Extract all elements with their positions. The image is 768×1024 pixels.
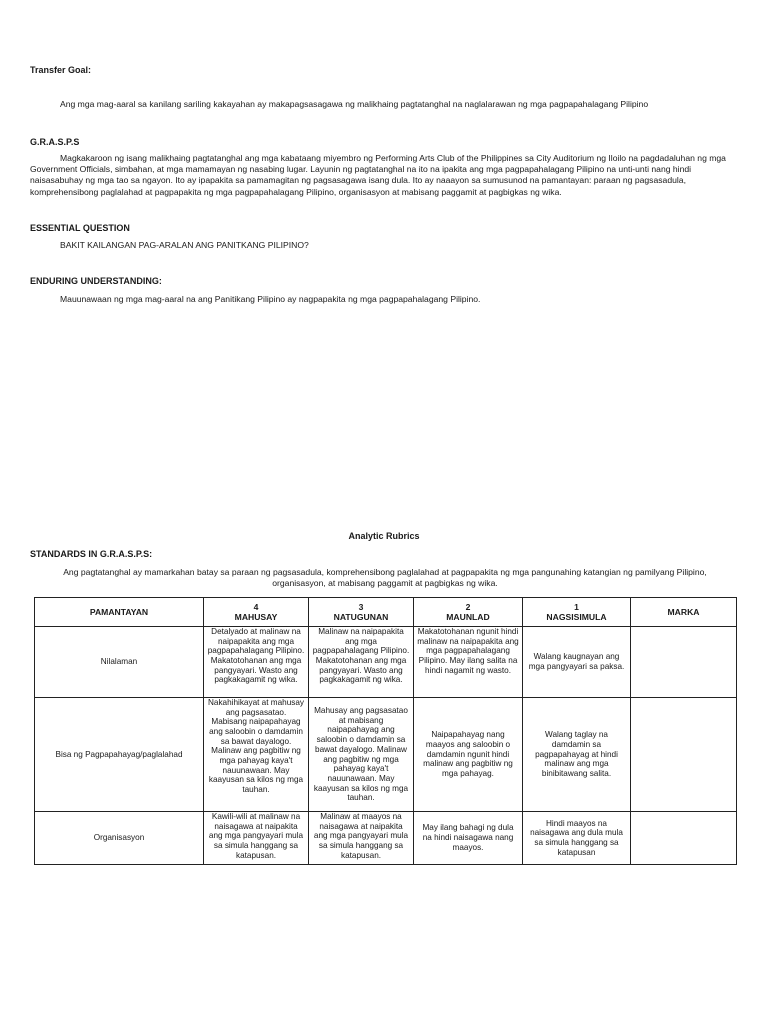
level-3-cell: Malinaw na naipapakita ang mga pagpapahalagang Pilipino. Makatotohanan ang mga pangyayari. Wasto ang pagkakagamit ng wika. [309, 627, 414, 698]
rubrics-title: Analytic Rubrics [348, 531, 420, 541]
essential-question-heading: ESSENTIAL QUESTION [30, 223, 130, 233]
level-3-cell: Mahusay ang pagsasatao at mabisang naipapahayag ang saloobin o damdamin sa bawat dayalogo. Malinaw ang pagbitiw ng mga pahayag kaya't nauunawaan. May kaayusan sa kilos ng mga tauhan. [309, 698, 414, 812]
level-3-label: NATUGUNAN [333, 612, 389, 622]
essential-question-text: BAKIT KAILANGAN PAG-ARALAN ANG PANITKANG PILIPINO? [60, 240, 309, 250]
level-4-cell: Nakahihikayat at mahusay ang pagsasatao. Mabisang naipapahayag ang saloobin o damdamin sa bawat dayalogo. Malinaw ang pagbitiw ng mga pahayag kaya't nauunawaan. May kaayusan sa kilos ng mga tauhan. [204, 698, 309, 812]
grasps-text: Magkakaroon ng isang malikhaing pagtatanghal ang mga kabataang miyembro ng Performing Arts Club of the Philippines sa City Auditorium ng Iloilo na pagdadaluhan ng mga Government Officials, simbahan, at mga mamamayan ng nasabing lugar. Layunin ng pagtatanghal na ito na ipakita ang mga pagpapahalagang Pilipino na unti-unti nang hindi naisasabuhay ng mga tao sa ngayon. Ito ay ipapakita sa pamamagitan ng pagsasagawa isang dula. Ito ay naaayon sa sumusunod na pamantayan: paraan ng pagsasadula, komprehensibong paglalahad at pagpapakita ng mga pagpapahalagang Pilipino, organisasyon at mabisang paggamit at pagbigkas ng wika. [30, 153, 726, 197]
standards-text: Ang pagtatanghal ay mamarkahan batay sa paraan ng pagsasadula, komprehensibong paglalahad at pagpapakita ng mga pangunahing katangian ng pamilyang Pilipino, organisasyon, at mabisang paggamit at pagbigkas ng wika. [63, 567, 707, 589]
enduring-understanding-text: Mauunawaan ng mga mag-aaral na ang Panitikang Pilipino ay nagpapakita ng mga pagpapahalagang Pilipino. [60, 294, 481, 304]
level-3-cell: Malinaw at maayos na naisagawa at naipakita ang mga pangyayari mula sa simula hanggang sa katapusan. [309, 812, 414, 865]
standards-heading: STANDARDS IN G.R.A.S.P.S: [30, 549, 153, 559]
score-cell[interactable] [631, 627, 737, 698]
table-row [35, 812, 737, 865]
level-1-number: 1 [574, 601, 579, 612]
score-cell[interactable] [631, 698, 737, 812]
header-criteria: PAMANTAYAN [35, 598, 204, 627]
transfer-goal-text: Ang mga mag-aaral sa kanilang sariling kakayahan ay makapagsasagawa ng malikhaing pagtatanghal na naglalarawan ng mga pagpapahalagang Pilipino [60, 99, 649, 109]
level-4-number: 4 [253, 601, 259, 612]
level-2-cell: May ilang bahagi ng dula na hindi naisagawa nang maayos. [414, 812, 523, 865]
level-4-cell: Detalyado at malinaw na naipapakita ang mga pagpapahalagang Pilipino. Makatotohanan ang mga pangyayari. Wasto ang pagkakagamit ng wika. [204, 627, 309, 698]
header-level-3 [309, 598, 414, 627]
table-row [35, 627, 737, 698]
rubric-header-row [35, 598, 737, 627]
level-4-cell: Kawili-wili at malinaw na naisagawa at naipakita ang mga pangyayari mula sa simula hanggang sa katapusan. [204, 812, 309, 865]
level-2-number: 2 [465, 601, 471, 612]
level-3-number: 3 [358, 601, 364, 612]
level-2-cell: Naipapahayag nang maayos ang saloobin o damdamin ngunit hindi malinaw ang pagbitiw ng mga pahayag. [414, 698, 523, 812]
enduring-understanding-heading: ENDURING UNDERSTANDING: [30, 276, 162, 286]
level-1-cell: Hindi maayos na naisagawa ang dula mula sa simula hanggang sa katapusan [523, 812, 631, 865]
level-4-label: MAHUSAY [234, 612, 278, 622]
criterion-cell: Bisa ng Pagpapahayag/paglalahad [35, 698, 204, 812]
grasps-heading: G.R.A.S.P.S [30, 137, 80, 147]
header-level-4 [204, 598, 309, 627]
level-1-cell: Walang kaugnayan ang mga pangyayari sa paksa. [523, 627, 631, 698]
level-2-cell: Makatotohanan ngunit hindi malinaw na naipapakita ang mga pagpapahalagang Pilipino. May ilang salita na hindi nagamit ng wasto. [414, 627, 523, 698]
table-row [35, 698, 737, 812]
transfer-goal-heading: Transfer Goal: [30, 65, 92, 75]
level-1-label: NAGSISIMULA [546, 612, 607, 622]
rubric-table [34, 597, 737, 865]
header-level-1 [523, 598, 631, 627]
criterion-cell: Nilalaman [35, 627, 204, 698]
score-cell[interactable] [631, 812, 737, 865]
level-2-label: MAUNLAD [446, 612, 490, 622]
criterion-cell: Organisasyon [35, 812, 204, 865]
level-1-cell: Walang taglay na damdamin sa pagpapahayag at hindi malinaw ang mga binibitawang salita. [523, 698, 631, 812]
header-level-2 [414, 598, 523, 627]
header-score: MARKA [631, 598, 737, 627]
